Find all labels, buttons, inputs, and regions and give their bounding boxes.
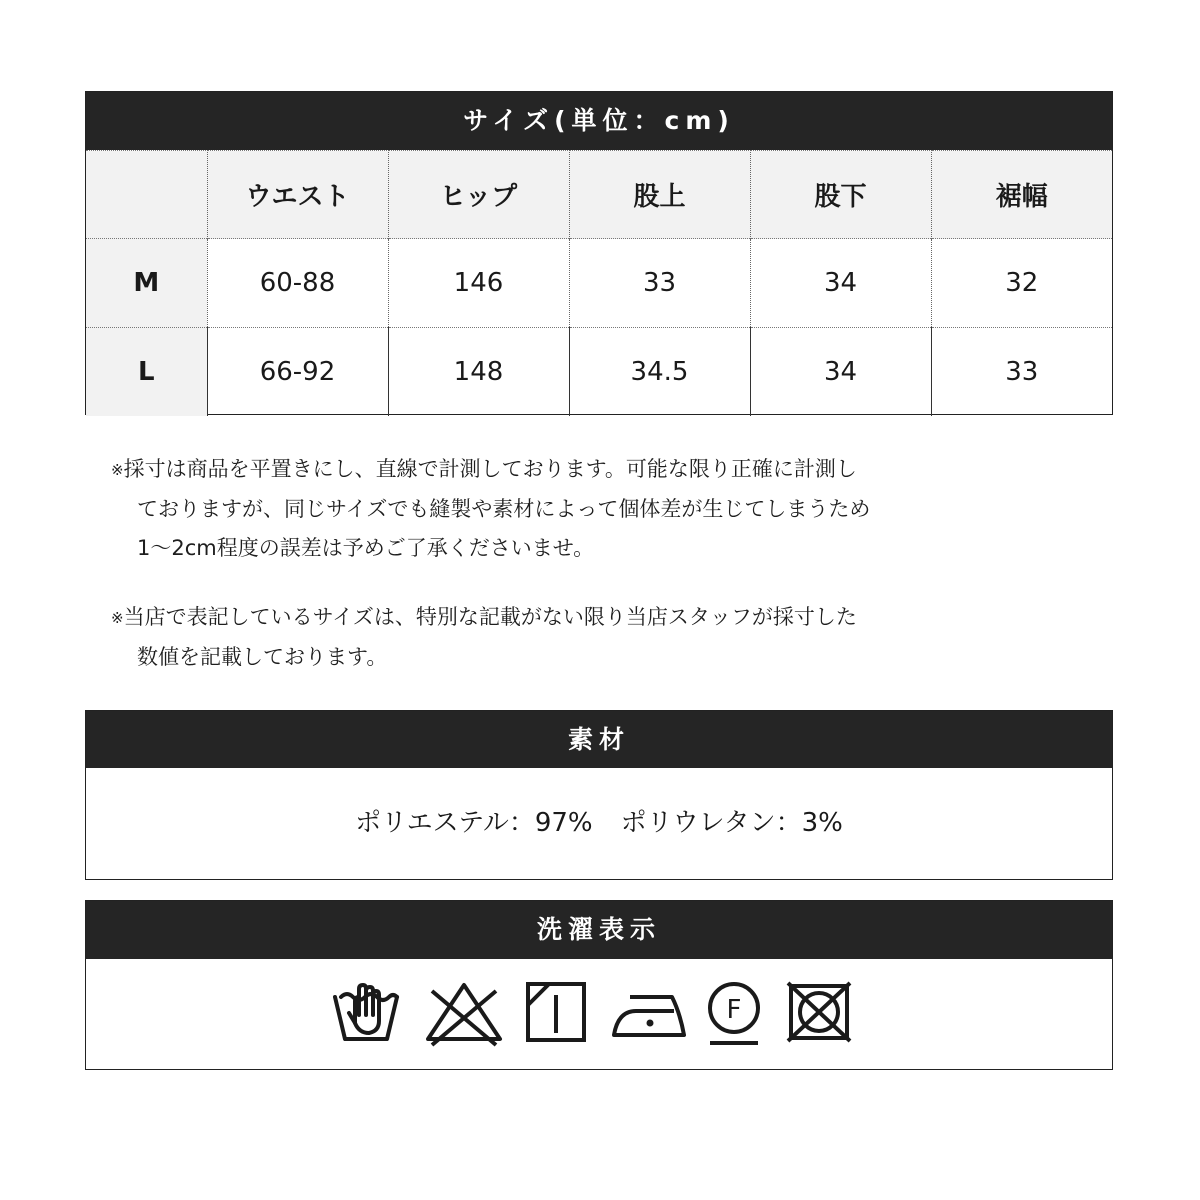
hand-wash-icon bbox=[331, 981, 401, 1043]
size-label-cell: L bbox=[86, 328, 207, 417]
no-tumble-dry-icon bbox=[786, 981, 852, 1043]
iron-low-temp-icon bbox=[610, 981, 688, 1043]
header-cell-hip: ヒップ bbox=[388, 151, 569, 239]
header-cell-inseam: 股下 bbox=[750, 151, 931, 239]
table-cell: 33 bbox=[931, 328, 1112, 417]
table-row bbox=[86, 328, 1112, 417]
note-line: 1〜2cm程度の誤差は予めご了承くださいませ。 bbox=[137, 536, 595, 560]
note-mark: ※ bbox=[111, 609, 124, 627]
table-cell: 34.5 bbox=[569, 328, 750, 417]
note-line: 採寸は商品を平置きにし、直線で計測しております。可能な限り正確に計測し bbox=[123, 457, 857, 481]
table-row bbox=[86, 239, 1112, 328]
drip-dry-shade-icon bbox=[525, 981, 587, 1043]
material-item-polyester: ポリエステル：97% bbox=[355, 808, 593, 838]
material-composition bbox=[86, 768, 1112, 879]
size-table bbox=[86, 150, 1112, 416]
header-cell-hem-width: 裾幅 bbox=[931, 151, 1112, 239]
dry-clean-letter: F bbox=[726, 995, 742, 1025]
table-cell: 33 bbox=[569, 239, 750, 328]
size-table-title: サイズ(単位：cm) bbox=[86, 92, 1112, 150]
table-cell: 60-88 bbox=[207, 239, 388, 328]
table-cell: 66-92 bbox=[207, 328, 388, 417]
header-cell-waist: ウエスト bbox=[207, 151, 388, 239]
measurement-note bbox=[111, 450, 1071, 568]
table-cell: 32 bbox=[931, 239, 1112, 328]
size-table-header-row bbox=[86, 151, 1112, 239]
header-cell-empty bbox=[86, 151, 207, 239]
material-panel bbox=[85, 710, 1113, 880]
table-cell: 34 bbox=[750, 239, 931, 328]
note-line: 当店で表記しているサイズは、特別な記載がない限り当店スタッフが採寸した bbox=[123, 605, 857, 629]
note-line: 数値を記載しております。 bbox=[137, 645, 388, 669]
dry-clean-f-icon bbox=[706, 981, 762, 1047]
note-mark: ※ bbox=[111, 461, 124, 479]
no-bleach-icon bbox=[424, 981, 504, 1047]
care-title: 洗濯表示 bbox=[86, 901, 1112, 959]
care-icons-row bbox=[86, 959, 1112, 1069]
size-note bbox=[111, 598, 1071, 677]
note-line: ておりますが、同じサイズでも縫製や素材によって個体差が生じてしまうため bbox=[137, 497, 871, 521]
table-cell: 146 bbox=[388, 239, 569, 328]
material-item-polyurethane: ポリウレタン：3% bbox=[620, 808, 843, 838]
material-title: 素材 bbox=[86, 711, 1112, 768]
size-table-panel bbox=[85, 91, 1113, 415]
header-cell-rise: 股上 bbox=[569, 151, 750, 239]
care-panel bbox=[85, 900, 1113, 1070]
table-cell: 148 bbox=[388, 328, 569, 417]
table-cell: 34 bbox=[750, 328, 931, 417]
size-label-cell: M bbox=[86, 239, 207, 328]
